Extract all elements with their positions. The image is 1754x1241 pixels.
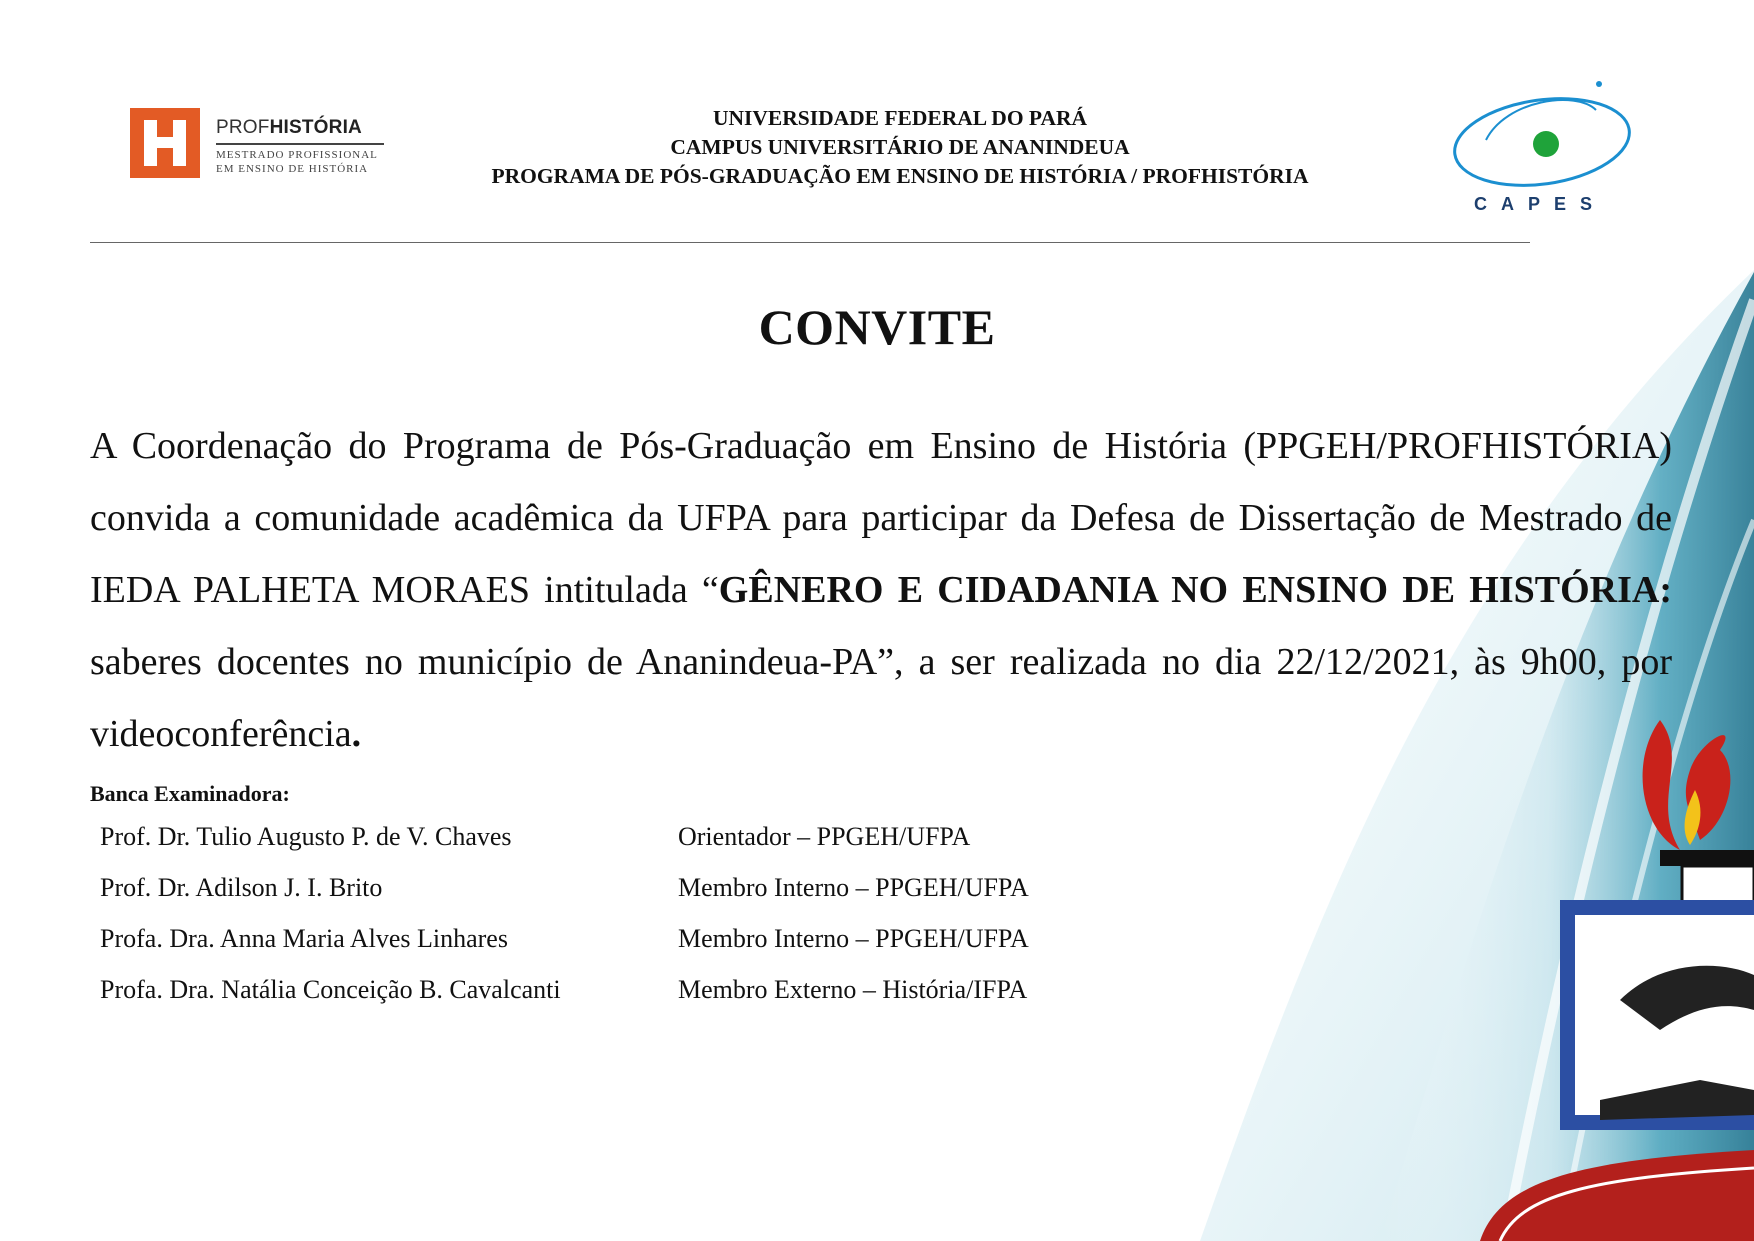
header-line-university: UNIVERSIDADE FEDERAL DO PARÁ	[712, 106, 1088, 130]
paragraph-text-1: A Coordenação do Programa de Pós-Graduação em Ensino de História (PPGEH/PROFHISTÓRIA) convida a comunidade acadêmica da UFPA para participar da Defesa de Dissertação de Mestrado de IEDA PALHETA MORAES intitulada “	[90, 425, 1672, 611]
member-role: Orientador – PPGEH/UFPA	[678, 822, 971, 851]
member-name: Profa. Dra. Anna Maria Alves Linhares	[100, 924, 508, 953]
dissertation-title: GÊNERO E CIDADANIA NO ENSINO DE HISTÓRIA:	[718, 569, 1672, 611]
capes-logo	[1446, 80, 1646, 220]
member-name: Prof. Dr. Tulio Augusto P. de V. Chaves	[100, 822, 512, 851]
profhistoria-wordmark: PROFHISTÓRIA	[216, 117, 362, 138]
header-line-program: PROGRAMA DE PÓS-GRADUAÇÃO EM ENSINO DE HISTÓRIA / PROFHISTÓRIA	[491, 164, 1309, 188]
profhistoria-divider	[216, 143, 384, 145]
member-role: Membro Externo – História/IFPA	[678, 975, 1028, 1004]
profhistoria-h-icon	[130, 108, 200, 178]
institution-header	[400, 104, 1400, 191]
invitation-paragraph	[90, 410, 1672, 770]
paragraph-final-period: .	[351, 713, 362, 755]
header-line-campus: CAMPUS UNIVERSITÁRIO DE ANANINDEUA	[670, 135, 1130, 159]
member-role: Membro Interno – PPGEH/UFPA	[678, 873, 1029, 902]
profhistoria-logo	[130, 108, 390, 180]
profhistoria-subtitle-1: MESTRADO PROFISSIONAL	[216, 149, 378, 161]
member-role: Membro Interno – PPGEH/UFPA	[678, 924, 1029, 953]
page-title: CONVITE	[758, 299, 996, 355]
paragraph-text-2: saberes docentes no município de Ananindeua-PA”, a ser realizada no dia 22/12/2021, às 9h00, por videoconferência	[90, 641, 1672, 755]
banca-label: Banca Examinadora:	[90, 781, 290, 806]
header-divider	[90, 242, 1530, 243]
member-name: Prof. Dr. Adilson J. I. Brito	[100, 873, 383, 902]
profhistoria-subtitle-2: EM ENSINO DE HISTÓRIA	[216, 163, 369, 175]
member-name: Profa. Dra. Natália Conceição B. Cavalcanti	[100, 975, 561, 1004]
capes-wordmark: CAPES	[1474, 194, 1607, 214]
